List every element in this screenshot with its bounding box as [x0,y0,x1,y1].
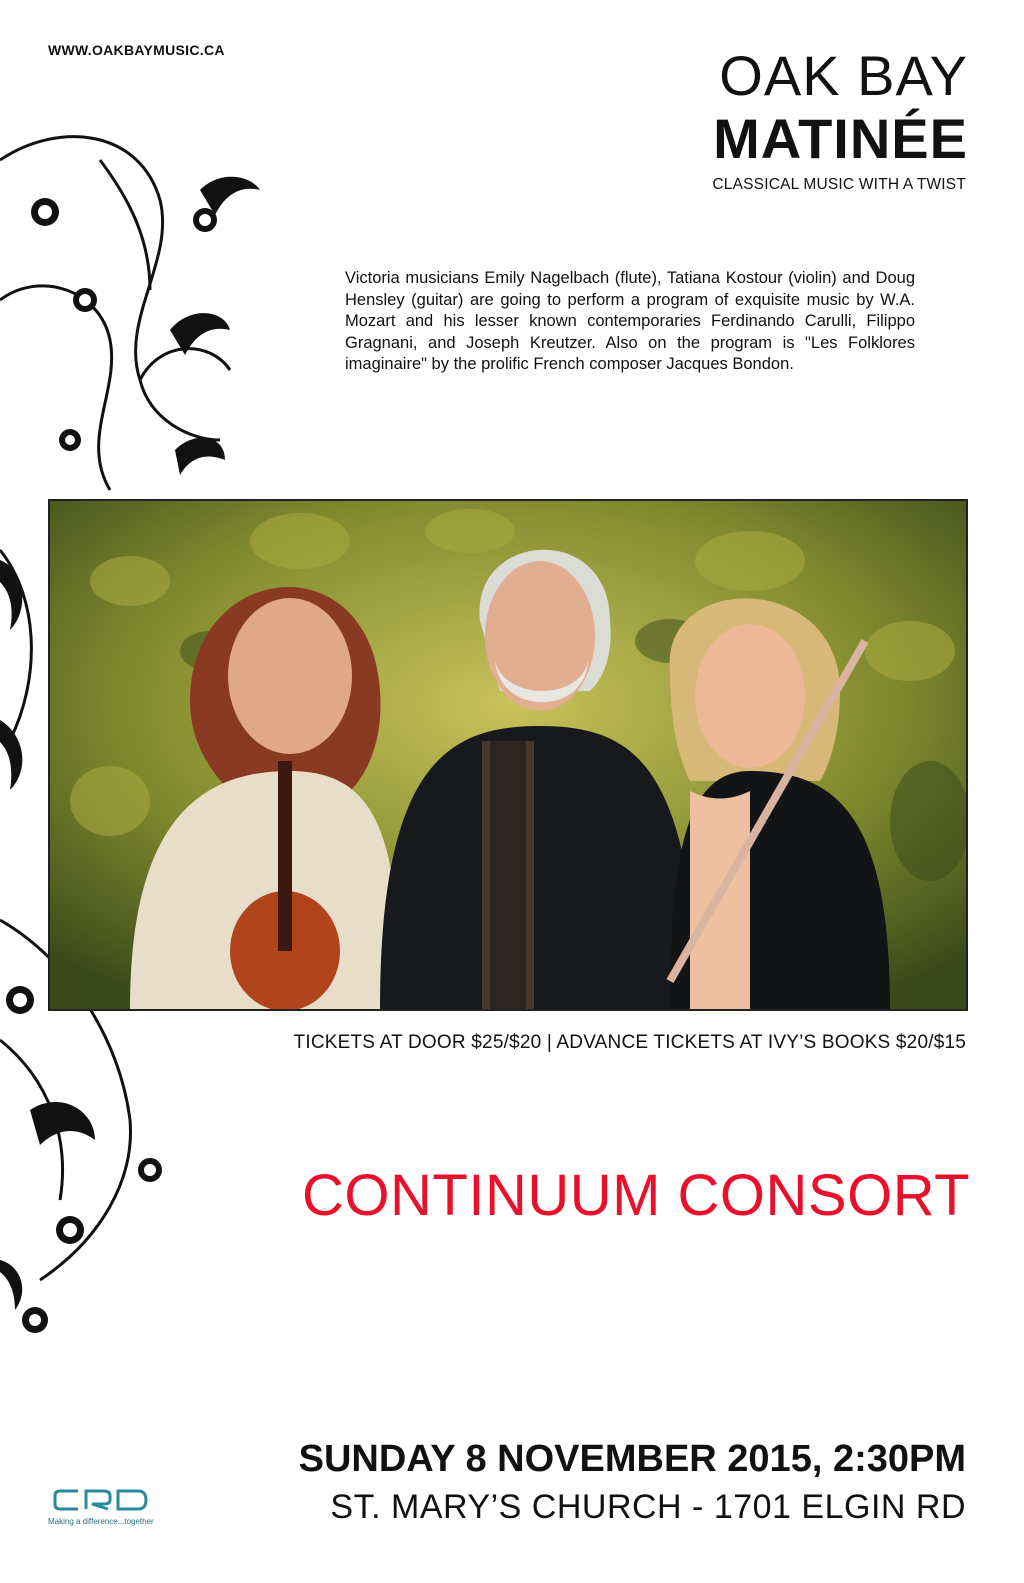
ticket-info: TICKETS AT DOOR $25/$20 | ADVANCE TICKETS AT IVY’S BOOKS $20/$15 [293,1032,966,1053]
event-venue: ST. MARY’S CHURCH - 1701 ELGIN RD [330,1488,966,1526]
brand-tagline: CLASSICAL MUSIC WITH A TWIST [712,176,966,193]
crd-logo [52,1488,152,1512]
concert-description: Victoria musicians Emily Nagelbach (flute), Tatiana Kostour (violin) and Doug Hensley (guitar) are going to perform a program of exquisite music by W.A. Mozart and his lesser known contemporaries Ferdinando Carulli, Filippo Gragnani, and Joseph Kreutzer. Also on the program is "Les Folklores imaginaire" by the prolific French composer Jacques Bondon. [345,269,915,373]
event-date-time: SUNDAY 8 NOVEMBER 2015, 2:30PM [298,1438,966,1480]
website-url[interactable]: WWW.OAKBAYMUSIC.CA [48,42,225,58]
ensemble-name: CONTINUUM CONSORT [302,1163,970,1228]
musicians-photo [48,499,968,1011]
brand-title-line2: MATINÉE [713,107,968,170]
sponsor-tagline: Making a difference...together [48,1517,154,1526]
floral-flourish-top [0,120,280,520]
brand-title-line1: OAK BAY [719,44,968,107]
